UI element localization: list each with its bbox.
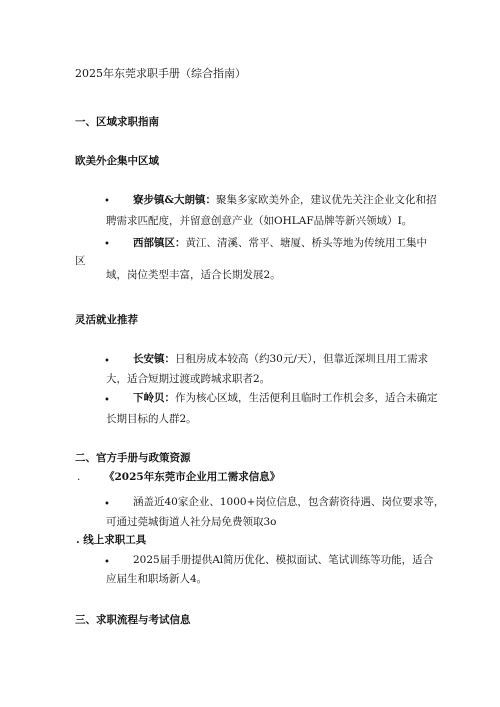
item-label: 西部镇区： [133,237,186,249]
item-text: 作为核心区域，生活便利且临时工作机会多，适合未确定 [175,392,438,404]
item-label: 长安镇： [133,353,175,365]
list-item-xialingbei [133,391,438,406]
list-item-changan [133,352,428,367]
section-heading-regional-guide: 一、区域求职指南 [75,116,159,128]
subsection-heading-employment-info: 《2025年东莞市企业用工需求信息》 [104,471,281,483]
item-text-continuation: 区 [75,255,86,267]
bullet-icon: • [104,557,110,568]
subsection-heading-foreign-companies: 欧美外企集中区域 [75,155,159,167]
bullet-icon: • [104,356,110,367]
item-text-continuation: 大，适合短期过渡或跨城求职者2。 [106,373,271,385]
item-label: 寮步镇&大朗镇： [133,194,216,206]
list-item-western-towns [133,236,427,251]
item-text: 聚集多家欧美外企，建议优先关注企业文化和招 [215,194,437,206]
section-heading-process-exams: 三、求职流程与考试信息 [75,614,191,626]
list-item-liaobu-dalang [133,193,436,208]
item-text-continuation: 可通过莞城街道人社分局免费领取3o [106,516,277,528]
item-text-continuation: 聘需求匹配度，并留意创意产业（如OHLAF品牌等新兴领域）I。 [106,215,413,227]
subsection-heading-online-tools: . 线上求职工具 [76,534,147,546]
document-title: 2025年东莞求职手册（综合指南） [75,67,246,80]
item-text: 日租房成本较高（约30元/天），但靠近深圳且用工需求 [175,353,429,365]
item-text-continuation: 应届生和职场新人4。 [106,573,208,585]
item-text-continuation: 域，岗位类型丰富，适合长期发展2。 [106,269,281,281]
item-label: 下岭贝： [133,392,175,404]
bullet-icon: • [104,196,110,207]
section-heading-official-resources: 二、官方手册与政策资源 [75,452,191,464]
item-text-continuation: 长期目标的人群2。 [106,413,197,425]
bullet-icon: • [104,395,110,406]
item-text: 涵盖近40家企业、1000+岗位信息，包含薪资待遇、岗位要求等， [133,496,445,508]
bullet-icon: • [104,499,110,510]
item-text: 2025届手册提供Al简历优化、模拟面试、笔试训练等功能，适合 [133,554,434,566]
subsection-marker: . [77,471,81,483]
subsection-heading-flexible-employment: 灵活就业推荐 [75,314,138,326]
bullet-icon: • [104,239,110,250]
item-text: 黄江、清溪、常平、塘厦、桥头等地为传统用工集中 [185,237,427,249]
